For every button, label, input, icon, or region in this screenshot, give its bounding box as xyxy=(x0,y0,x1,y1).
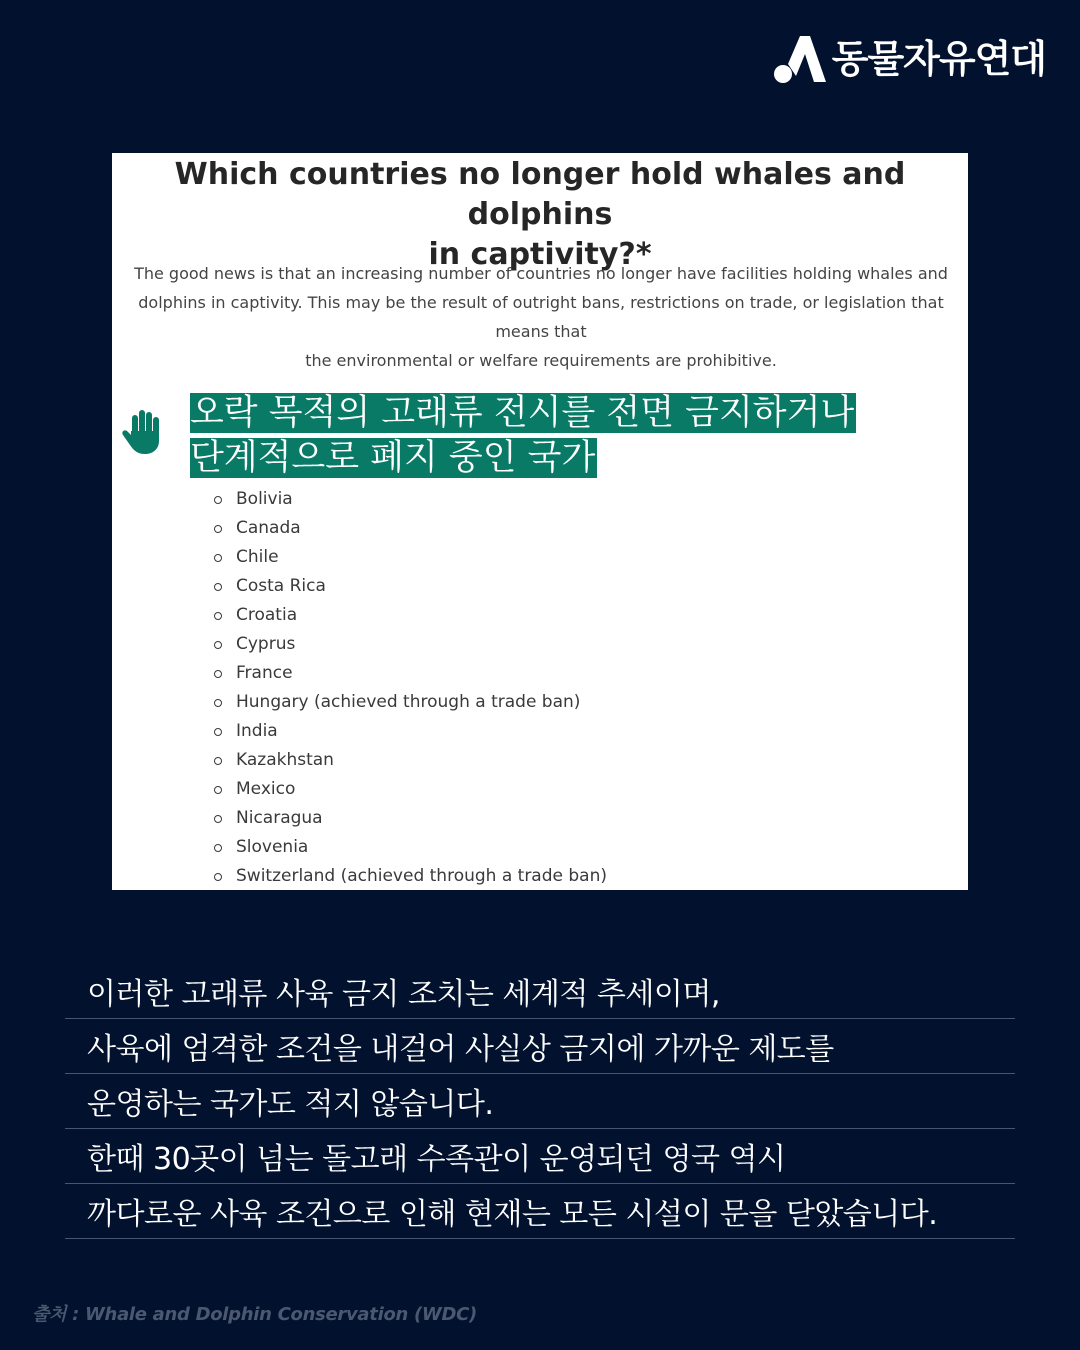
source-credit: 출처 : Whale and Dolphin Conservation (WDC) xyxy=(32,1304,477,1325)
raised-hand-icon xyxy=(121,407,165,455)
heading-line: 오락 목적의 고래류 전시를 전면 금지하거나 xyxy=(190,393,855,433)
list-item: India xyxy=(214,717,607,746)
list-item: France xyxy=(214,659,607,688)
list-item: Bolivia xyxy=(214,485,607,514)
article-screenshot xyxy=(112,153,968,890)
highlighted-heading xyxy=(190,391,856,481)
list-item: Chile xyxy=(214,543,607,572)
list-item: Nicaragua xyxy=(214,804,607,833)
article-intro-line: the environmental or welfare requirements are prohibitive. xyxy=(305,351,777,370)
article-title-line: in captivity?* xyxy=(428,237,652,272)
list-item: Kazakhstan xyxy=(214,746,607,775)
list-item: Croatia xyxy=(214,601,607,630)
article-intro xyxy=(120,259,962,375)
body-line: 한때 30곳이 넘는 돌고래 수족관이 운영되던 영국 역시 xyxy=(65,1129,1015,1184)
article-title xyxy=(112,155,968,275)
list-item: Switzerland (achieved through a trade ban) xyxy=(214,862,607,890)
body-text xyxy=(65,964,1015,1239)
article-intro-line: The good news is that an increasing number of countries no longer have facilities holding whales and xyxy=(134,264,948,283)
list-item: Hungary (achieved through a trade ban) xyxy=(214,688,607,717)
list-item: Cyprus xyxy=(214,630,607,659)
body-line: 운영하는 국가도 적지 않습니다. xyxy=(65,1074,1015,1129)
brand-name: 동물자유연대 xyxy=(831,37,1046,81)
brand-logo xyxy=(774,34,1046,84)
body-line: 이러한 고래류 사육 금지 조치는 세계적 추세이며, xyxy=(65,964,1015,1019)
list-item: Canada xyxy=(214,514,607,543)
heading-line: 단계적으로 폐지 중인 국가 xyxy=(190,438,596,478)
list-item: Slovenia xyxy=(214,833,607,862)
list-item: Mexico xyxy=(214,775,607,804)
list-item: Costa Rica xyxy=(214,572,607,601)
body-line: 사육에 엄격한 조건을 내걸어 사실상 금지에 가까운 제도를 xyxy=(65,1019,1015,1074)
article-title-line: Which countries no longer hold whales and dolphins xyxy=(174,157,906,232)
country-list xyxy=(214,485,607,890)
article-intro-line: dolphins in captivity. This may be the result of outright bans, restrictions on trade, or legislation that means that xyxy=(138,293,944,341)
body-line: 까다로운 사육 조건으로 인해 현재는 모든 시설이 문을 닫았습니다. xyxy=(65,1184,1015,1239)
organization-logo-icon xyxy=(774,34,826,84)
